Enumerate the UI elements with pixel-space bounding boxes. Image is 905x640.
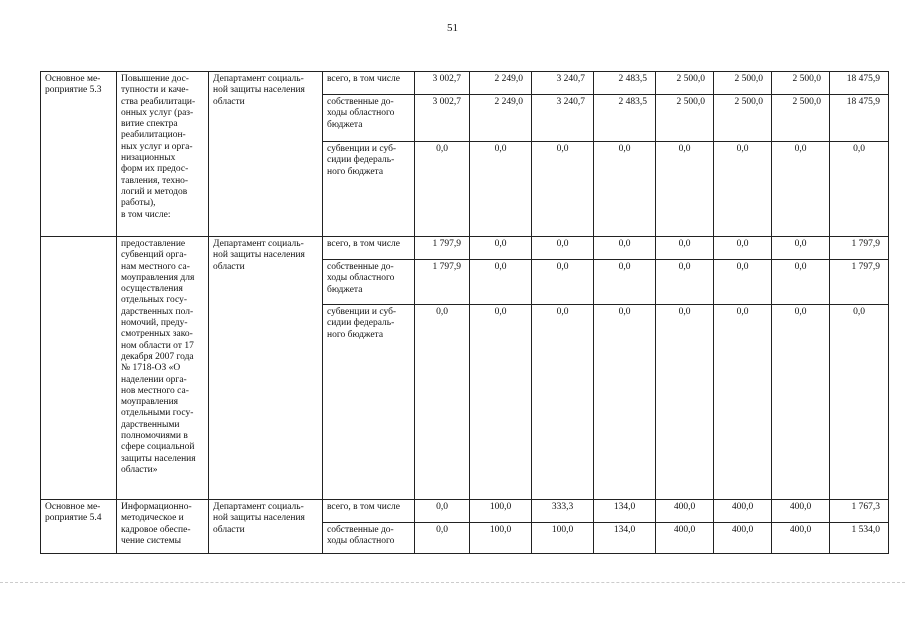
value-cell: 0,0 xyxy=(470,237,532,260)
value-cell: 0,0 xyxy=(830,305,889,500)
measure-name-cell: предоставление субвенций орга- нам местного са- моуправления для осуществления отдельных госу- дарственных пол- номочий, преду- смотренных зако- ном области от 17 декабря 2007 года № 1718-ОЗ «О наделении орга- нов местного са- моуправления отдельными госу- дарственными полномочиями в сфере социальной защиты населения области» xyxy=(117,237,209,500)
value-cell: 2 500,0 xyxy=(656,72,714,95)
page-edge-line xyxy=(0,582,905,583)
value-cell: 134,0 xyxy=(594,523,656,554)
value-cell: 3 240,7 xyxy=(532,72,594,95)
value-cell: 1 797,9 xyxy=(415,237,470,260)
source-label: всего, в том числе xyxy=(323,237,415,260)
value-cell: 2 500,0 xyxy=(656,95,714,142)
value-cell: 2 249,0 xyxy=(470,72,532,95)
value-cell: 400,0 xyxy=(656,500,714,523)
value-cell: 1 797,9 xyxy=(830,237,889,260)
value-cell: 0,0 xyxy=(532,142,594,237)
department-cell: Департамент социаль- ной защиты населения области xyxy=(209,72,323,237)
value-cell: 0,0 xyxy=(594,305,656,500)
value-cell: 2 483,5 xyxy=(594,95,656,142)
value-cell: 0,0 xyxy=(772,237,830,260)
value-cell: 18 475,9 xyxy=(830,95,889,142)
value-cell: 0,0 xyxy=(594,237,656,260)
value-cell: 0,0 xyxy=(656,260,714,305)
value-cell: 0,0 xyxy=(714,305,772,500)
table-row xyxy=(41,237,889,260)
value-cell: 0,0 xyxy=(772,260,830,305)
value-cell: 0,0 xyxy=(772,305,830,500)
value-cell: 2 483,5 xyxy=(594,72,656,95)
value-cell: 400,0 xyxy=(714,523,772,554)
measure-name-cell: Повышение дос- тупности и каче- ства реабилитаци- онных услуг (раз- витие спектра реабилитацион- ных услуг и орга- низационных форм их предос- тавления, техно- логий и методов работы), в том числе: xyxy=(117,72,209,237)
value-cell: 2 249,0 xyxy=(470,95,532,142)
value-cell: 2 500,0 xyxy=(714,72,772,95)
value-cell: 0,0 xyxy=(656,237,714,260)
value-cell: 400,0 xyxy=(714,500,772,523)
value-cell: 3 002,7 xyxy=(415,95,470,142)
source-label: собственные до- ходы областного xyxy=(323,523,415,554)
value-cell: 333,3 xyxy=(532,500,594,523)
table-row xyxy=(41,500,889,523)
value-cell: 0,0 xyxy=(415,305,470,500)
value-cell: 400,0 xyxy=(772,500,830,523)
measure-name-cell: Информационно- методическое и кадровое обеспе- чение системы xyxy=(117,500,209,554)
value-cell: 3 002,7 xyxy=(415,72,470,95)
value-cell: 2 500,0 xyxy=(772,72,830,95)
value-cell: 0,0 xyxy=(594,260,656,305)
value-cell: 0,0 xyxy=(532,305,594,500)
value-cell: 1 534,0 xyxy=(830,523,889,554)
value-cell: 0,0 xyxy=(415,142,470,237)
value-cell: 0,0 xyxy=(470,305,532,500)
value-cell: 2 500,0 xyxy=(772,95,830,142)
source-label: всего, в том числе xyxy=(323,500,415,523)
value-cell: 100,0 xyxy=(470,523,532,554)
value-cell: 0,0 xyxy=(470,142,532,237)
department-cell: Департамент социаль- ной защиты населения области xyxy=(209,237,323,500)
measure-code-cell: Основное ме- роприятие 5.3 xyxy=(41,72,117,237)
value-cell: 100,0 xyxy=(470,500,532,523)
value-cell: 0,0 xyxy=(532,237,594,260)
value-cell: 100,0 xyxy=(532,523,594,554)
source-label: субвенции и суб- сидии федераль- ного бюджета xyxy=(323,142,415,237)
value-cell: 134,0 xyxy=(594,500,656,523)
measure-code-cell xyxy=(41,237,117,500)
value-cell: 0,0 xyxy=(415,500,470,523)
value-cell: 0,0 xyxy=(470,260,532,305)
value-cell: 1 767,3 xyxy=(830,500,889,523)
value-cell: 1 797,9 xyxy=(830,260,889,305)
department-cell: Департамент социаль- ной защиты населения области xyxy=(209,500,323,554)
measure-code-cell: Основное ме- роприятие 5.4 xyxy=(41,500,117,554)
table-row xyxy=(41,72,889,95)
value-cell: 0,0 xyxy=(656,305,714,500)
value-cell: 0,0 xyxy=(594,142,656,237)
source-label: собственные до- ходы областного бюджета xyxy=(323,260,415,305)
value-cell: 0,0 xyxy=(714,142,772,237)
value-cell: 0,0 xyxy=(714,260,772,305)
value-cell: 18 475,9 xyxy=(830,72,889,95)
value-cell: 0,0 xyxy=(656,142,714,237)
value-cell: 0,0 xyxy=(532,260,594,305)
value-cell: 2 500,0 xyxy=(714,95,772,142)
value-cell: 400,0 xyxy=(772,523,830,554)
value-cell: 0,0 xyxy=(415,523,470,554)
value-cell: 1 797,9 xyxy=(415,260,470,305)
page-number: 51 xyxy=(447,22,458,34)
source-label: всего, в том числе xyxy=(323,72,415,95)
value-cell: 0,0 xyxy=(714,237,772,260)
value-cell: 400,0 xyxy=(656,523,714,554)
value-cell: 3 240,7 xyxy=(532,95,594,142)
value-cell: 0,0 xyxy=(830,142,889,237)
source-label: собственные до- ходы областного бюджета xyxy=(323,95,415,142)
budget-table xyxy=(40,71,889,554)
source-label: субвенции и суб- сидии федераль- ного бюджета xyxy=(323,305,415,500)
value-cell: 0,0 xyxy=(772,142,830,237)
